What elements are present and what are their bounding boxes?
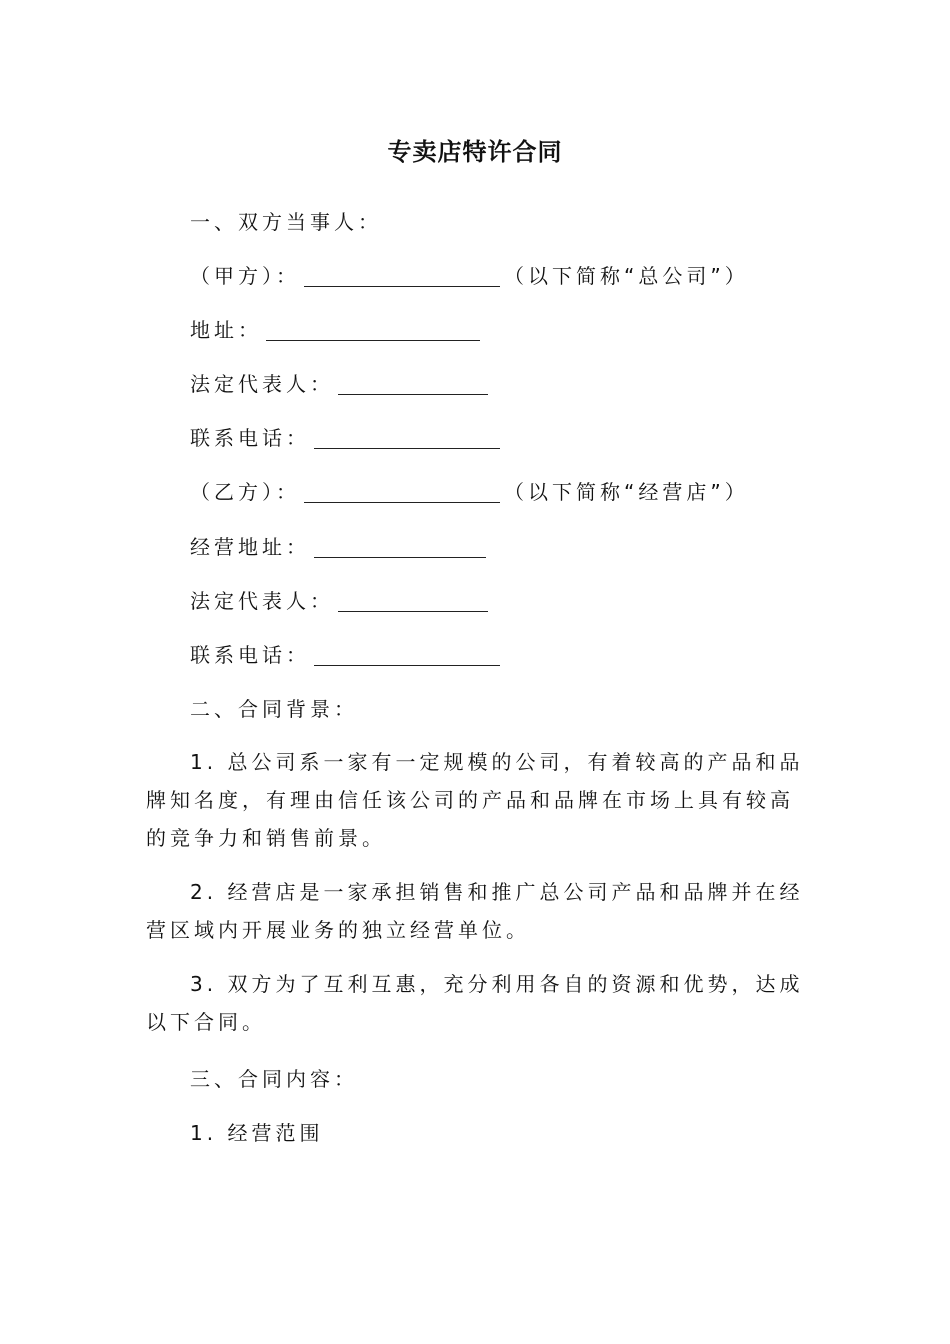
party-b-phone-label: 联系电话： — [190, 643, 310, 667]
party-b-rep-label: 法定代表人： — [190, 589, 334, 613]
party-a-phone-line — [190, 423, 504, 453]
party-a-rep-blank — [338, 372, 488, 395]
party-a-address-line — [190, 315, 484, 345]
party-a-rep-label: 法定代表人： — [190, 372, 334, 396]
party-a-suffix: （以下简称“总公司”） — [504, 264, 749, 288]
document-title: 专卖店特许合同 — [387, 138, 563, 166]
section2-heading: 二、合同背景： — [190, 697, 358, 721]
party-b-phone-line — [190, 640, 504, 670]
party-b-line — [190, 477, 749, 507]
party-b-name-blank — [304, 480, 500, 503]
party-b-rep-line — [190, 586, 492, 616]
party-a-line — [190, 261, 749, 291]
section3-heading: 三、合同内容： — [190, 1067, 358, 1091]
section1-heading: 一、双方当事人： — [190, 210, 382, 234]
party-a-label: （甲方）： — [190, 264, 300, 288]
party-b-phone-blank — [314, 643, 500, 666]
party-a-name-blank — [304, 264, 500, 287]
background-item-1: 1. 总公司系一家有一定规模的公司，有着较高的产品和品牌知名度，有理由信任该公司的产品和品牌在市场上具有较高的竞争力和销售前景。 — [146, 750, 804, 850]
party-b-rep-blank — [338, 589, 488, 612]
background-item-3: 3. 双方为了互利互惠，充分利用各自的资源和优势，达成以下合同。 — [146, 972, 804, 1034]
party-a-address-label: 地址： — [190, 318, 262, 342]
party-a-phone-blank — [314, 426, 500, 449]
party-a-rep-line — [190, 369, 492, 399]
party-b-suffix: （以下简称“经营店”） — [504, 480, 749, 504]
party-b-label: （乙方）： — [190, 480, 300, 504]
party-b-address-label: 经营地址： — [190, 535, 310, 559]
party-a-phone-label: 联系电话： — [190, 426, 310, 450]
party-b-address-line — [190, 532, 490, 562]
party-b-address-blank — [314, 535, 486, 558]
background-item-2: 2. 经营店是一家承担销售和推广总公司产品和品牌并在经营区域内开展业务的独立经营单位。 — [146, 880, 804, 942]
content-item-1: 1. 经营范围 — [190, 1121, 324, 1145]
party-a-address-blank — [266, 318, 480, 341]
